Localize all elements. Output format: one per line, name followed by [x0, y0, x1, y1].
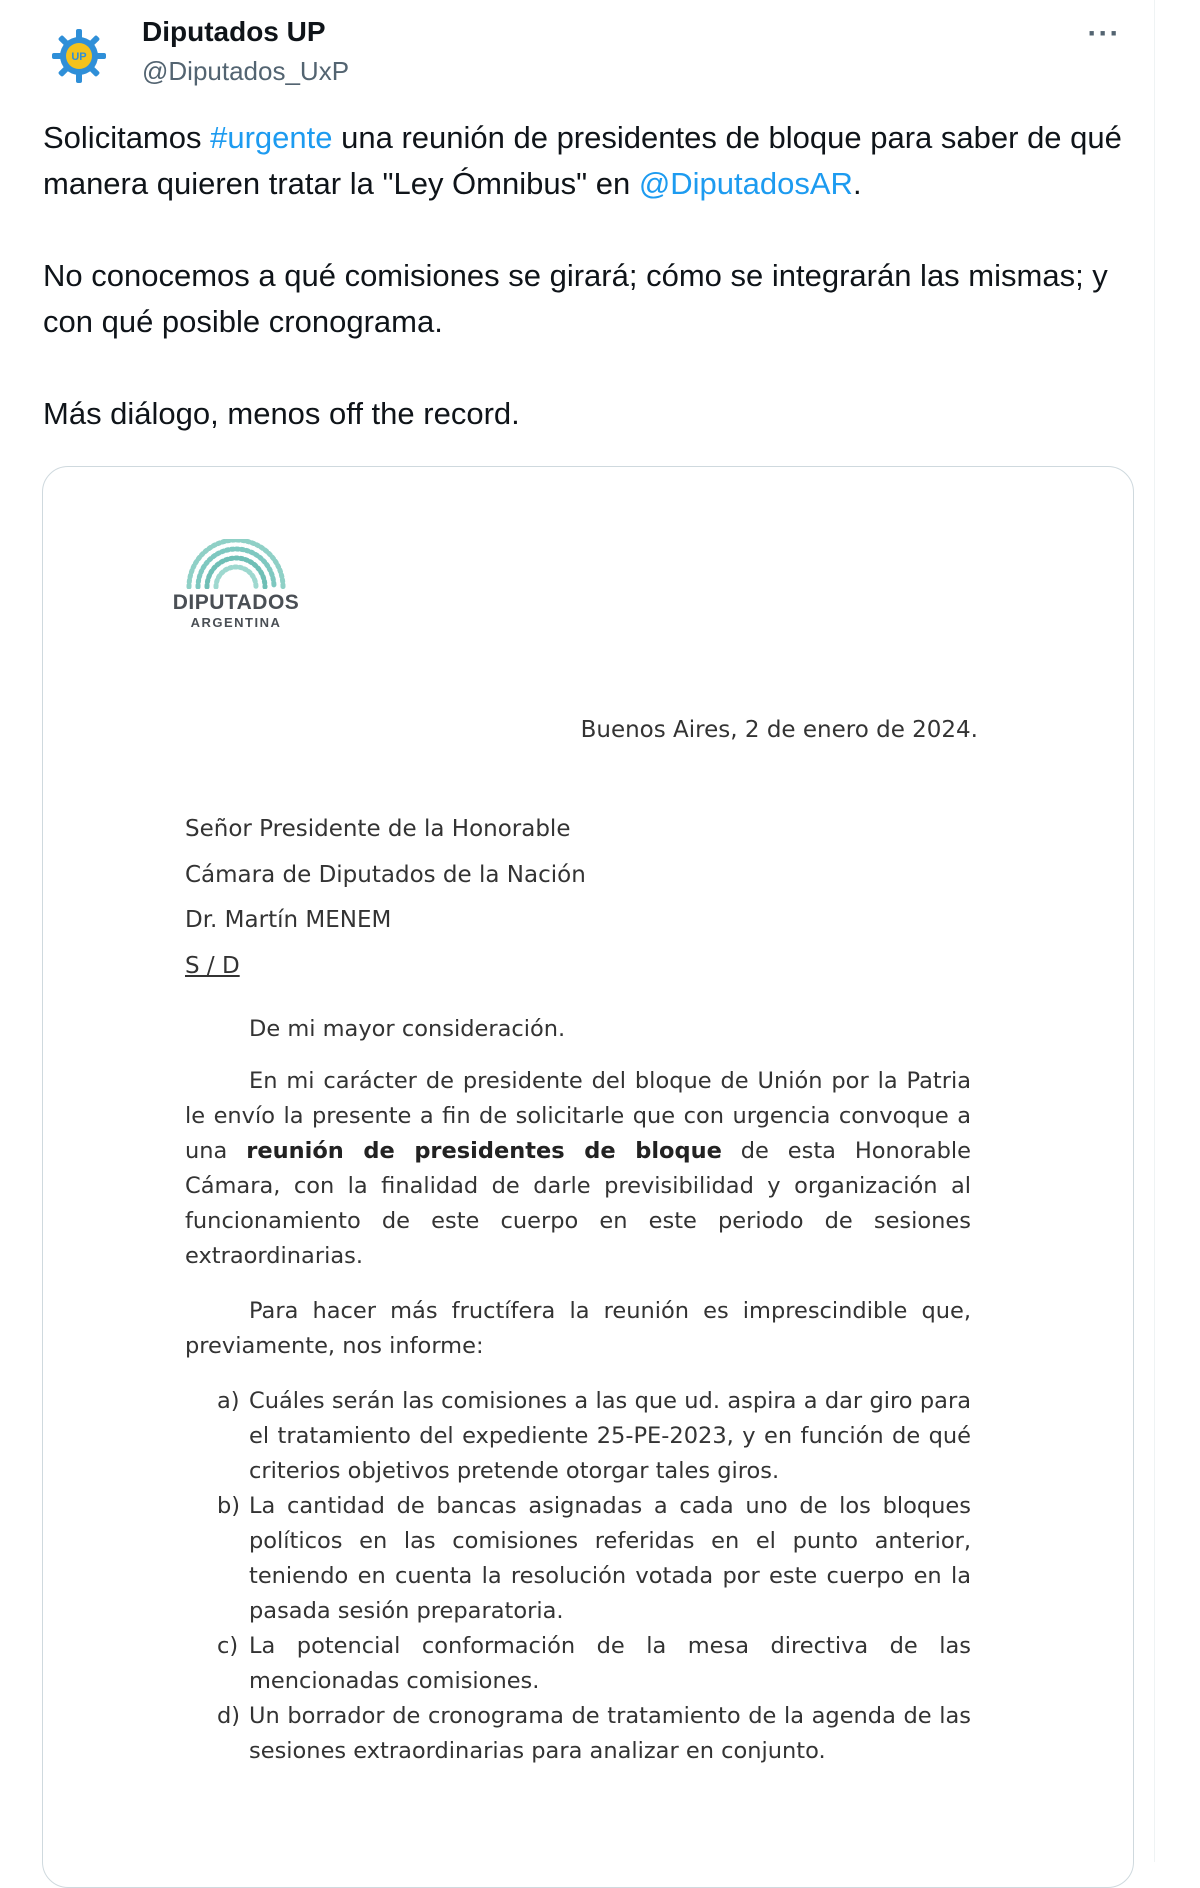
attached-image[interactable]	[42, 466, 1134, 1888]
addressee-line: Cámara de Diputados de la Nación	[185, 861, 586, 888]
letter-document	[43, 467, 1133, 1887]
addressee-line: Dr. Martín MENEM	[185, 907, 392, 933]
letter-body	[185, 1012, 971, 1769]
paragraph-segment: En mi carácter de presidente del bloque de Unión por la Patria le envío la presente a fin de solicitarle que con urgencia convoque a una	[185, 1068, 971, 1164]
hashtag-link[interactable]: #urgente	[210, 120, 333, 155]
list-item-text: La cantidad de bancas asignadas a cada uno de los bloques políticos en las comisiones referidas en el punto anterior, teniendo en cuenta la resolución votada por este cuerpo en la pasada sesión preparatoria.	[249, 1493, 971, 1624]
more-options-button[interactable]	[1080, 14, 1128, 54]
tweet-paragraph-3: Más diálogo, menos off the record.	[43, 396, 520, 431]
list-marker: b)	[217, 1493, 241, 1519]
tweet-text	[43, 115, 1123, 483]
request-list	[185, 1384, 971, 1769]
paragraph-bold-segment: reunión de presidentes de bloque	[246, 1138, 722, 1164]
letter-greeting: De mi mayor consideración.	[249, 1016, 566, 1042]
avatar[interactable]	[45, 22, 113, 90]
letter-paragraph-1	[185, 1064, 971, 1274]
addressee-line: S / D	[185, 952, 240, 979]
tweet-text-segment: .	[852, 166, 862, 201]
list-item-text: Un borrador de cronograma de tratamiento de la agenda de las sesiones extraordinarias para analizar en conjunto.	[249, 1703, 971, 1764]
user-handle[interactable]: @Diputados_UxP	[142, 56, 350, 86]
list-marker: d)	[217, 1703, 241, 1729]
paragraph-segment: de esta Honorable Cámara, con la finalidad de darle previsibilidad y organización al funcionamiento de este cuerpo en este periodo de sesiones extraordinarias.	[185, 1138, 971, 1269]
list-item-text: Cuáles serán las comisiones a las que ud. aspira a dar giro para el tratamiento del expediente 25-PE-2023, y en función de qué criterios objetivos pretende otorgar tales giros.	[249, 1388, 971, 1484]
list-marker: c)	[217, 1633, 239, 1659]
more-icon: ···	[1087, 17, 1121, 50]
logo-title: DIPUTADOS	[172, 591, 300, 614]
list-item	[185, 1699, 971, 1769]
logo-subtitle: ARGENTINA	[190, 615, 282, 630]
avatar-text: UP	[71, 51, 87, 63]
display-name[interactable]: Diputados UP	[142, 16, 326, 47]
letter-paragraph-2: Para hacer más fructífera la reunión es imprescindible que, previamente, nos informe:	[185, 1298, 971, 1359]
mention-link[interactable]: @DiputadosAR	[638, 166, 853, 201]
gear-sun-logo-icon	[50, 27, 108, 85]
tweet-text-segment: Solicitamos	[43, 120, 211, 155]
list-item-text: La potencial conformación de la mesa directiva de las mencionadas comisiones.	[249, 1633, 971, 1694]
list-marker: a)	[217, 1388, 240, 1414]
chamber-arc-icon	[181, 539, 291, 589]
addressee-line: Señor Presidente de la Honorable	[185, 816, 571, 842]
diputados-logo	[161, 539, 311, 649]
tweet-paragraph-1	[43, 115, 1123, 207]
tweet-text-segment: una reunión de presidentes de bloque para saber de qué manera quieren tratar la "Ley Ómnibus" en	[43, 120, 1122, 201]
list-item	[185, 1384, 971, 1489]
letter-addressee	[185, 807, 586, 989]
letter-date: Buenos Aires, 2 de enero de 2024.	[580, 717, 978, 743]
tweet-paragraph-2: No conocemos a qué comisiones se girará; cómo se integrarán las mismas; y con qué posible cronograma.	[43, 258, 1108, 339]
list-item	[185, 1489, 971, 1629]
list-item	[185, 1629, 971, 1699]
